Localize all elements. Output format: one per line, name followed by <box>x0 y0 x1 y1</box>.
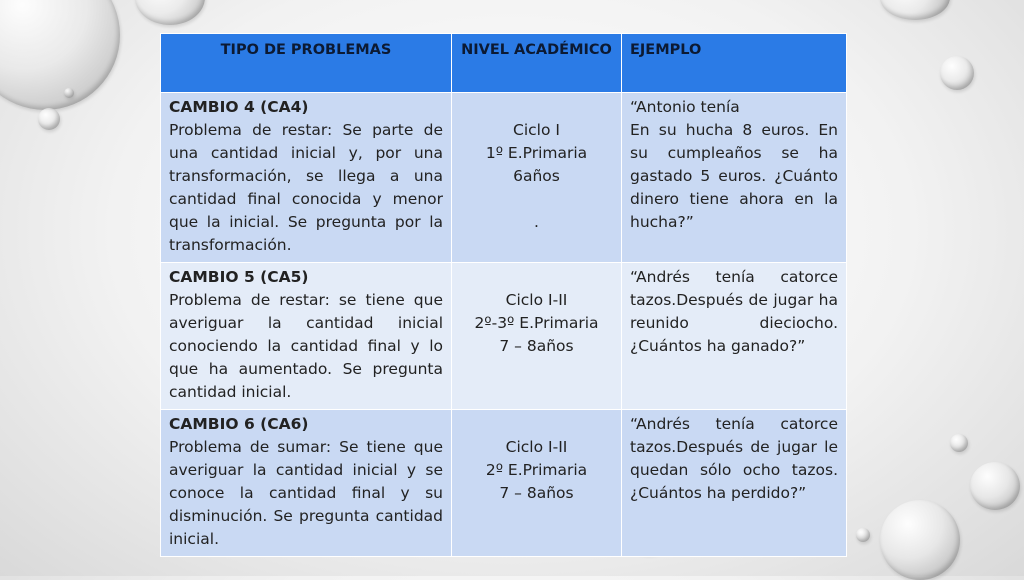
problems-table <box>160 33 847 557</box>
example-cell: “Andrés tenía catorce tazos.Después de jugar le quedan sólo ocho tazos. ¿Cuántos ha perdido?” <box>622 410 847 557</box>
water-drop-decoration <box>970 462 1020 510</box>
water-drop-decoration <box>64 88 74 98</box>
row-title: CAMBIO 5 (CA5) <box>169 268 309 286</box>
water-drop-decoration <box>880 500 960 580</box>
water-drop-decoration <box>880 0 950 20</box>
water-drop-decoration <box>856 528 870 542</box>
row-description: Problema de restar: Se parte de una cantidad inicial y, por una transformación, se llega a una cantidad final conocida y menor que la inicial. Se pregunta por la transformación. <box>169 121 443 254</box>
water-drop-decoration <box>940 56 974 90</box>
table-row <box>161 93 847 263</box>
academic-level-cell <box>452 263 622 410</box>
academic-level-cell <box>452 410 622 557</box>
problem-type-cell <box>161 93 452 263</box>
level-cycle: Ciclo I-II <box>505 438 568 456</box>
row-description: Problema de sumar: Se tiene que averiguar la cantidad inicial y se conoce la cantidad final y su disminución. Se pregunta cantidad inicial. <box>169 438 443 548</box>
row-title: CAMBIO 4 (CA4) <box>169 98 309 116</box>
level-grade: 1º E.Primaria <box>485 144 588 162</box>
level-age: 7 – 8años <box>499 337 574 355</box>
table-row <box>161 410 847 557</box>
water-drop-decoration <box>950 434 968 452</box>
row-title: CAMBIO 6 (CA6) <box>169 415 309 433</box>
row-description: Problema de restar: se tiene que averiguar la cantidad inicial conociendo la cantidad final y lo que ha aumentado. Se pregunta cantidad inicial. <box>169 291 443 401</box>
table-header-row <box>161 34 847 93</box>
header-academic-level: NIVEL ACADÉMICO <box>452 34 622 93</box>
level-grade: 2º-3º E.Primaria <box>474 314 599 332</box>
level-grade: 2º E.Primaria <box>485 461 588 479</box>
level-cycle: Ciclo I <box>513 121 560 139</box>
level-extra: . <box>534 213 539 231</box>
academic-level-cell <box>452 93 622 263</box>
level-cycle: Ciclo I-II <box>505 291 568 309</box>
example-cell: “Andrés tenía catorce tazos.Después de jugar ha reunido dieciocho. ¿Cuántos ha ganado?” <box>622 263 847 410</box>
water-drop-decoration <box>0 0 120 110</box>
water-drop-decoration <box>135 0 205 25</box>
level-age: 6años <box>513 167 560 185</box>
level-age: 7 – 8años <box>499 484 574 502</box>
header-example: EJEMPLO <box>622 34 847 93</box>
problem-type-cell <box>161 410 452 557</box>
table-row <box>161 263 847 410</box>
spacer <box>460 188 613 211</box>
problem-type-cell <box>161 263 452 410</box>
water-drop-decoration <box>38 108 60 130</box>
header-problem-type: TIPO DE PROBLEMAS <box>161 34 452 93</box>
example-cell: “Antonio tenía En su hucha 8 euros. En su cumpleaños se ha gastado 5 euros. ¿Cuánto dinero tiene ahora en la hucha?” <box>622 93 847 263</box>
